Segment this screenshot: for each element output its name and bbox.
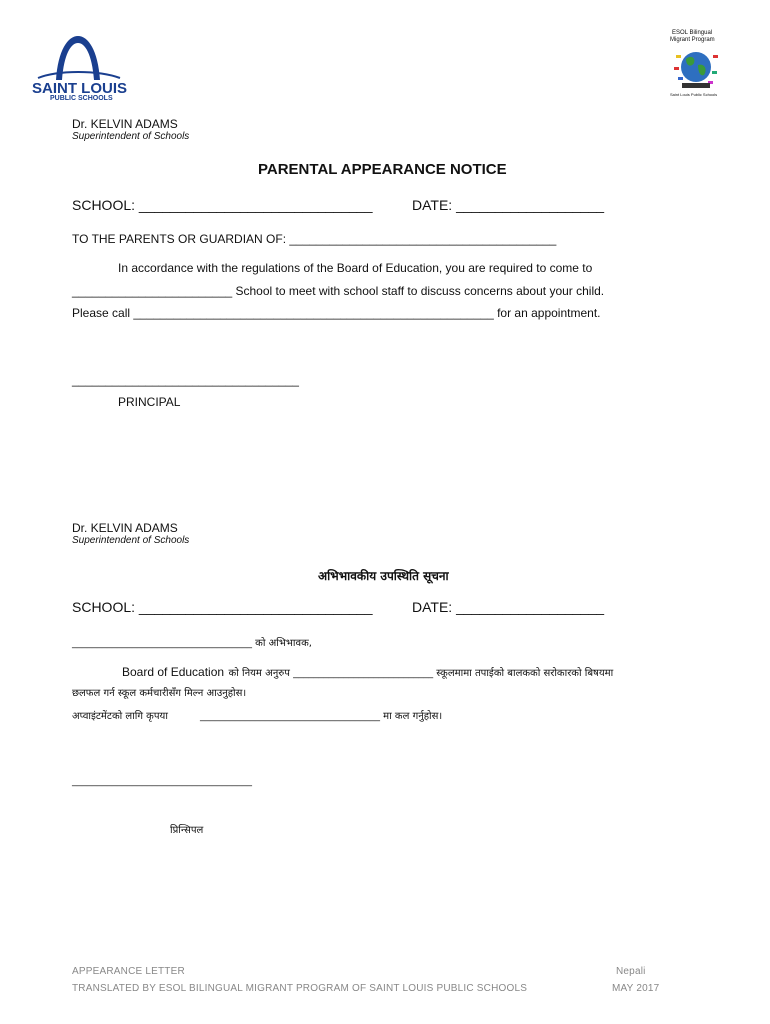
logo-subtitle: PUBLIC SCHOOLS	[50, 95, 113, 102]
page-title-nepali: अभिभावकीय उपस्थिति सूचना	[318, 569, 449, 583]
notice-paragraph-line1: In accordance with the regulations of the Board of Education, you are required to come to	[118, 261, 593, 275]
superintendent-name-nepali: Dr. KELVIN ADAMS	[72, 521, 178, 535]
notice-paragraph-nepali-line1	[122, 663, 613, 681]
principal-signature-line: __________________________________	[72, 373, 299, 387]
principal-label-nepali: प्रिन्सिपल	[170, 825, 204, 836]
footer-left-line1: APPEARANCE LETTER	[72, 966, 185, 977]
principal-signature-line-nepali: ____________________________________	[72, 776, 252, 787]
notice-paragraph-line2: ________________________ School to meet with school staff to discuss concerns about your child.	[72, 284, 605, 298]
principal-label: PRINCIPAL	[118, 395, 181, 409]
page-title: PARENTAL APPEARANCE NOTICE	[258, 161, 507, 178]
superintendent-name: Dr. KELVIN ADAMS	[72, 117, 178, 131]
superintendent-title: Superintendent of Schools	[72, 131, 190, 142]
appointment-label-nepali: अप्वाइंटमेंटको लागि कृपया	[72, 711, 168, 722]
notice-paragraph-nepali-line2: छलफल गर्न स्कूल कर्मचारीसँग मिल्न आउनुहोस।	[72, 688, 247, 699]
superintendent-title-nepali: Superintendent of Schools	[72, 535, 190, 546]
date-field: DATE: ___________________	[412, 197, 605, 213]
esol-badge-line2: Migrant Program	[670, 37, 715, 43]
saint-louis-logo	[28, 32, 128, 104]
date-field-nepali: DATE: ___________________	[412, 599, 605, 615]
gateway-arch-icon	[28, 32, 128, 82]
footer-right-line2: MAY 2017	[612, 983, 660, 994]
school-field-nepali: SCHOOL: ______________________________	[72, 599, 373, 615]
notice-paragraph-line3: Please call ______________________________________________________ for an appointment.	[72, 306, 601, 320]
logo-name: SAINT LOUIS	[32, 80, 128, 97]
globe-icon	[672, 45, 720, 91]
esol-badge	[662, 30, 730, 100]
board-of-education-text: Board of Education	[122, 665, 225, 679]
board-rest-text: को नियम अनुरुप ____________________________ स्कूलमामा तपाईको बालकको सरोकारको बिषयमा	[228, 668, 614, 679]
appointment-blank-nepali: ____________________________________ मा कल गर्नुहोस।	[200, 711, 443, 722]
footer-left-line2: TRANSLATED BY ESOL BILINGUAL MIGRANT PROGRAM OF SAINT LOUIS PUBLIC SCHOOLS	[72, 983, 528, 994]
esol-badge-line1: ESOL Bilingual	[672, 30, 713, 36]
esol-badge-bottom: Saint Louis Public Schools	[670, 92, 718, 97]
to-parents-line: TO THE PARENTS OR GUARDIAN OF: ________________________________________	[72, 232, 557, 246]
footer-right-line1: Nepali	[616, 966, 646, 977]
guardian-line-nepali: ____________________________________ को अभिभावक,	[72, 638, 312, 649]
school-field: SCHOOL: ______________________________	[72, 197, 373, 213]
